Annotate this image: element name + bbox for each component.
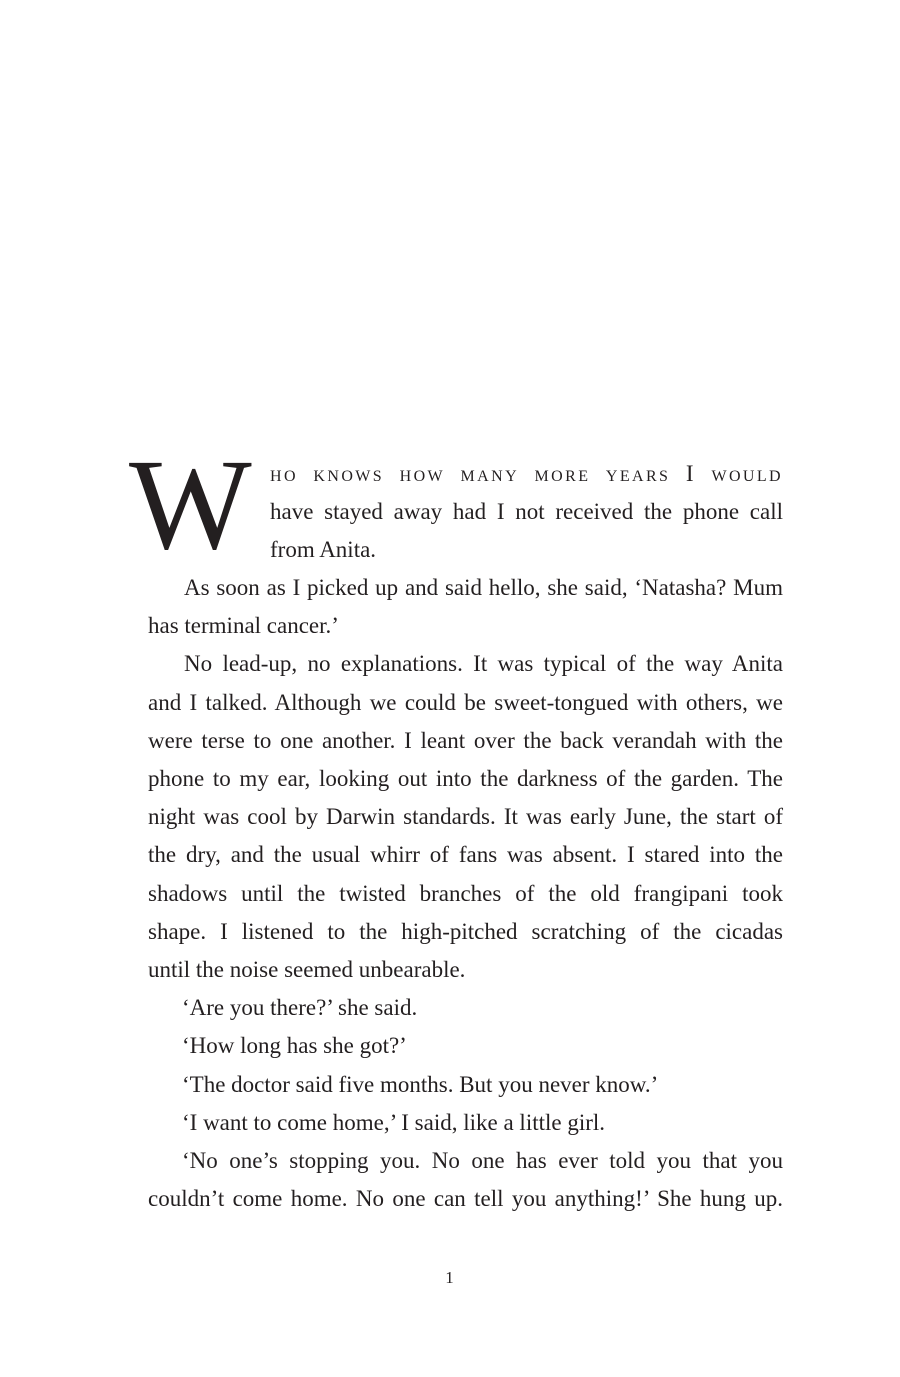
text-line: night was cool by Darwin standards. It was early June, the start of [148,804,783,830]
text-line: No lead-up, no explanations. It was typical of the way Anita [184,651,783,677]
text-line: were terse to one another. I leant over the back verandah with the [148,727,783,753]
text-line: ‘No one’s stopping you. No one has ever told you that you [182,1148,783,1174]
text-line: ‘The doctor said five months. But you never know.’ [182,1071,659,1097]
text-line: couldn’t come home. No one can tell you anything!’ She hung up. [148,1186,783,1212]
text-line: shape. I listened to the high-pitched scratching of the cicadas [148,918,783,944]
opening-line: from Anita. [270,537,377,563]
drop-cap-letter: W [129,433,248,577]
opening-line: have stayed away had I not received the phone call [270,499,783,525]
text-line: ‘How long has she got?’ [182,1033,407,1059]
text-line: until the noise seemed unbearable. [148,957,466,983]
opening-paragraph [270,455,783,570]
text-line: ‘Are you there?’ she said. [182,995,418,1021]
text-line: As soon as I picked up and said hello, she said, ‘Natasha? Mum [184,575,783,600]
text-line: has terminal cancer.’ [148,613,339,639]
text-line: phone to my ear, looking out into the darkness of the garden. The [148,766,783,792]
text-line: the dry, and the usual whirr of fans was absent. I stared into the [148,842,783,868]
text-line: shadows until the twisted branches of the old frangipani took [148,880,783,906]
opening-line-smallcaps: ho knows how many more years I would [270,461,783,486]
page-number: 1 [445,1268,455,1287]
body-text [148,569,783,1218]
text-line: ‘I want to come home,’ I said, like a little girl. [182,1109,606,1135]
text-line: and I talked. Although we could be sweet-tongued with others, we [148,689,783,715]
